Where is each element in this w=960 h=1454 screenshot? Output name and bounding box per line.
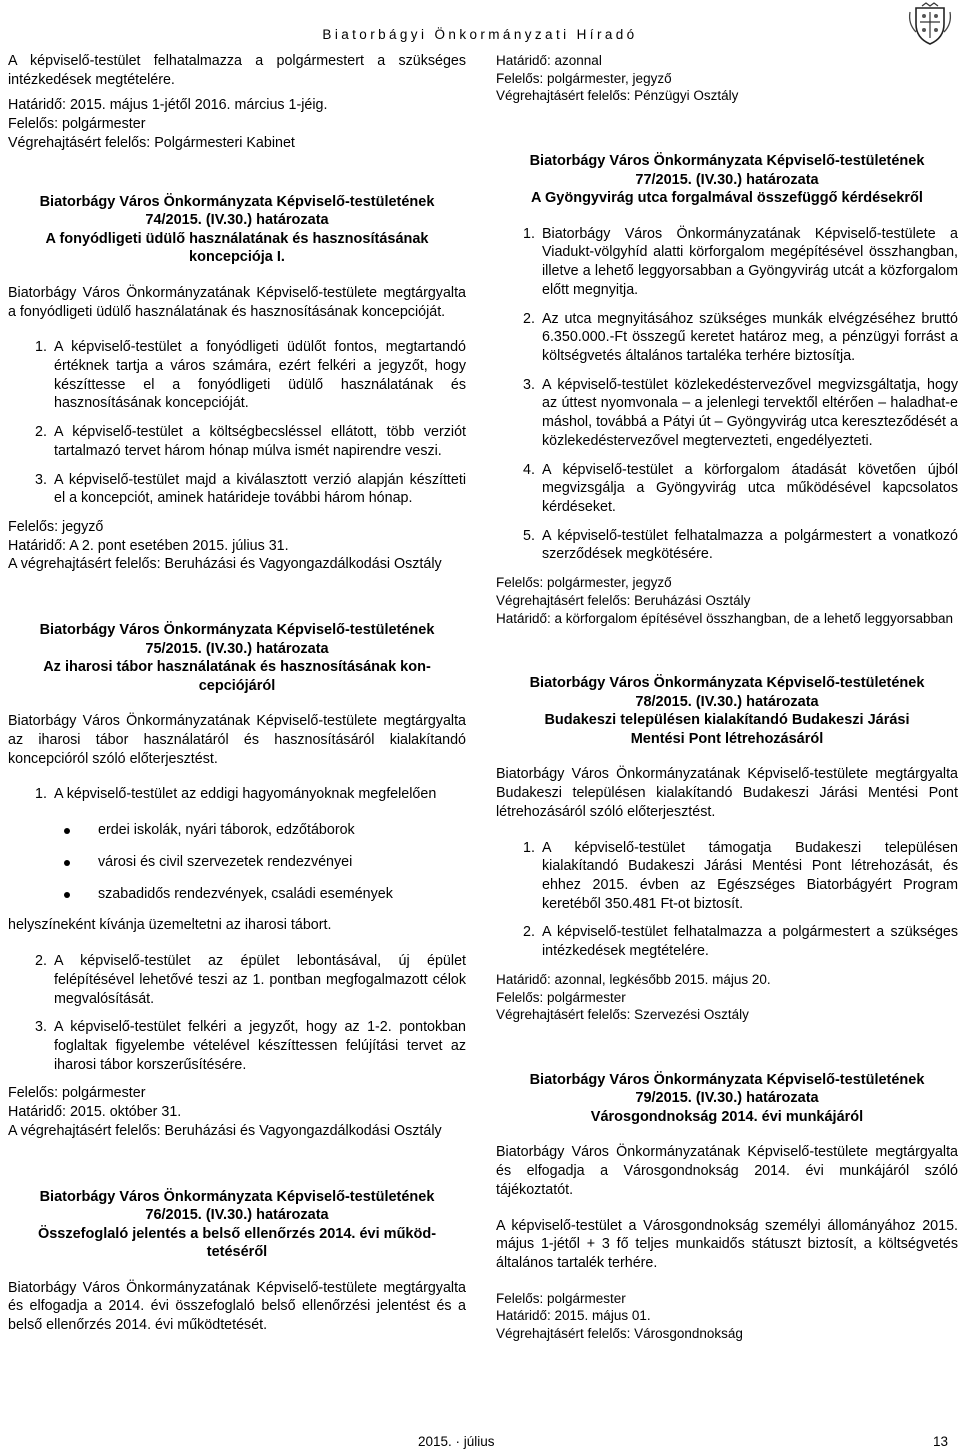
heading-line: 77/2015. (IV.30.) határozata: [635, 171, 819, 188]
meta-line: Határidő: azonnal, legkésőbb 2015. május 20.: [496, 971, 771, 987]
heading-line: 75/2015. (IV.30.) határozata: [145, 640, 329, 657]
heading-line: 78/2015. (IV.30.) határozata: [635, 693, 819, 710]
municipal-crest-icon: [906, 2, 954, 48]
footer-date: 2015. · július: [418, 1434, 495, 1449]
heading-line: A Gyöngyvirág utca forgalmával összefüggő kérdésekről: [531, 190, 923, 207]
meta-line: Határidő: 2015. október 31.: [8, 1104, 182, 1121]
resolution-74-heading: [8, 193, 466, 267]
meta-line: Felelős: polgármester: [8, 116, 146, 133]
heading-line: A fonyódligeti üdülő használatának és hasznosításának: [45, 230, 429, 247]
list-item: 1. A képviselő-testület a fonyódligeti üdülőt fontos, megtartandó értéknek tartja a város számára, ezért felkéri a jegyzőt, hogy készíttesse el a fonyódligeti üdülő használatának és hasznosításának koncepcióját.: [35, 339, 466, 412]
resolution-78-heading: [496, 674, 958, 748]
list-continuation: helyszíneként kívánja üzemeltetni az iharosi tábort.: [8, 917, 332, 934]
meta-line: Felelős: jegyző: [8, 518, 104, 535]
heading-line: cepciójáról: [198, 677, 276, 694]
meta-line: Végrehajtásért felelős: Szervezési Osztály: [496, 1007, 749, 1023]
meta-line: Felelős: polgármester, jegyző: [496, 70, 672, 86]
meta-line: Határidő: azonnal: [496, 53, 602, 68]
list-item: 1. Biatorbágy Város Önkormányzatának Képviselő-testülete a Viadukt-völgyhíd alatti körforgalom megépítésével összhangban, illetve a lehető leggyorsabban a Gyöngyvirág utcát a közforgalom előtt megnyitja.: [523, 225, 958, 298]
right-column: [496, 52, 958, 1343]
intro-paragraph: A képviselő-testület felhatalmazza a polgármestert a szükséges intézkedések megtételére.: [8, 53, 466, 88]
heading-line: koncepciója I.: [189, 249, 285, 266]
heading-line: Biatorbágy Város Önkormányzata Képviselő-testületének: [529, 153, 925, 170]
meta-line: Felelős: polgármester: [496, 989, 626, 1005]
heading-line: 76/2015. (IV.30.) határozata: [145, 1207, 329, 1224]
heading-line: Biatorbágy Város Önkormányzata Képviselő-testületének: [529, 675, 925, 692]
heading-line: Budakeszi településen kialakítandó Budakeszi Járási: [544, 712, 910, 729]
resolution-intro: Biatorbágy Város Önkormányzatának Képviselő-testülete megtárgyalta Budakeszi településen kialakítandó Budakeszi Járási Mentési Pont létrehozásáról szóló előterjesztést.: [496, 766, 958, 820]
meta-line: Felelős: polgármester: [8, 1085, 146, 1102]
heading-line: Városgondnokság 2014. évi munkájáról: [590, 1108, 864, 1125]
list-item: 4. A képviselő-testület a körforgalom átadását követően újból megvizsgálja a Gyöngyvirág utca működésével kapcsolatos kérdéseket.: [523, 461, 958, 515]
resolution-intro: Biatorbágy Város Önkormányzatának Képviselő-testülete megtárgyalta és elfogadja a 2014. évi összefoglaló belső ellenőrzési jelentést és a belső ellenőrzés 2014. évi működtetését.: [8, 1279, 466, 1334]
list-item: 5. A képviselő-testület felhatalmazza a polgármestert a vonatkozó szerződések megkötésére.: [523, 527, 958, 563]
meta-line: Határidő: A 2. pont esetében 2015. július 31.: [8, 537, 289, 554]
list-item: 2. A képviselő-testület felhatalmazza a polgármestert a szükséges intézkedések megtételére.: [523, 924, 958, 960]
meta-line: A végrehajtásért felelős: Beruházási és Vagyongazdálkodási Osztály: [8, 556, 442, 573]
list-item: 2. A képviselő-testület a költségbecsléssel ellátott, több verziót tartalmazó tervet három hónap múlva ismét napirendre veszi.: [35, 424, 466, 459]
resolution-paragraph: A képviselő-testület a Városgondnokság személyi állományához 2015. május 1-jétől + 3 fő teljes munkaidős státuszt biztosít, a költségvetés általános tartalék terhére.: [496, 1217, 958, 1272]
meta-line: Felelős: polgármester: [496, 1290, 626, 1306]
list-item: 2. A képviselő-testület az épület lebontásával, új épület felépítésével lehetővé teszi az 1. pontban megfogalmazott célok megvalósítását.: [35, 953, 466, 1007]
resolution-intro: Biatorbágy Város Önkormányzatának Képviselő-testülete megtárgyalta és elfogadja a Városgondnokság 2014. évi munkájáról szóló tájékoztatót.: [496, 1144, 958, 1198]
meta-line: Felelős: polgármester, jegyző: [496, 575, 672, 591]
list-item: 1. A képviselő-testület támogatja Budakeszi településen kialakítandó Budakeszi Járási Mentési Pont létrehozását, és ehhez 2015. évben az Egészséges Biatorbágyért Program keretéből 350.481 Ft-ot biztosít.: [523, 839, 958, 912]
heading-line: Biatorbágy Város Önkormányzata Képviselő-testületének: [529, 1071, 925, 1088]
meta-line: Végrehajtásért felelős: Pénzügyi Osztály: [496, 88, 739, 104]
bullet-item: szabadidős rendezvények, családi események: [64, 885, 466, 904]
resolution-intro: Biatorbágy Város Önkormányzatának Képviselő-testülete megtárgyalta az iharosi tábor használatáról és hasznosításáról kialakítandó koncepcióról szóló előterjesztést.: [8, 713, 466, 767]
meta-line: Végrehajtásért felelős: Városgondnokság: [496, 1326, 743, 1342]
list-item: 3. A képviselő-testület majd a kiválasztott verzió alapján készítteti el a koncepciót, aminek határideje további három hónap.: [35, 471, 466, 507]
heading-line: Az iharosi tábor használatának és hasznosításának kon-: [43, 659, 431, 676]
heading-line: Biatorbágy Város Önkormányzata Képviselő-testületének: [39, 622, 435, 639]
meta-line: Határidő: a körforgalom építésével összhangban, de a lehető leggyorsabban: [496, 610, 954, 626]
heading-line: Összefoglaló jelentés a belső ellenőrzés 2014. évi működ-: [37, 1225, 437, 1242]
meta-line: A végrehajtásért felelős: Beruházási és Vagyongazdálkodási Osztály: [8, 1122, 442, 1139]
page-number: 13: [932, 1434, 948, 1449]
heading-line: Mentési Pont létrehozásáról: [630, 730, 824, 747]
bullet-dot-icon: [64, 828, 70, 834]
meta-line: Végrehajtásért felelős: Beruházási Osztály: [496, 592, 751, 608]
list-item: 3. A képviselő-testület közlekedéstervezővel megvizsgáltatja, hogy az úttest nyomvonala – a jelenlegi tervektől eltérően – haladhat-e máshol, továbbá a Pátyi út – Gyöngyvirág utca kereszteződését a közlekedéstervezővel megtervezteti, engedélyezteti.: [523, 376, 958, 449]
list-item: 1. A képviselő-testület az eddigi hagyományoknak megfelelően: [35, 786, 437, 803]
bullet-dot-icon: [64, 892, 70, 898]
list-item: 2. Az utca megnyitásához szükséges munkák elvégzéséhez bruttó 6.350.000.-Ft összegű keretet határoz meg, a pénzügyi forrást a költségvetés általános tartaléka terhére biztosítja.: [523, 310, 958, 364]
resolution-77-heading: [496, 152, 958, 208]
list-item: 3. A képviselő-testület felkéri a jegyzőt, hogy az 1-2. pontokban foglaltak figyelembe vételével készíttessen felújítási tervet az iharosi tábor korszerűsítésére.: [35, 1019, 466, 1073]
meta-line: Határidő: 2015. május 1-jétől 2016. március 1-jéig.: [8, 97, 328, 114]
bullet-item: erdei iskolák, nyári táborok, edzőtáborok: [64, 821, 466, 840]
meta-line: Határidő: 2015. május 01.: [496, 1308, 651, 1324]
heading-line: Biatorbágy Város Önkormányzata Képviselő-testületének: [39, 193, 435, 210]
bullet-dot-icon: [64, 860, 70, 866]
resolution-76-heading: [8, 1188, 466, 1262]
heading-line: 79/2015. (IV.30.) határozata: [635, 1090, 819, 1107]
bullet-item: városi és civil szervezetek rendezvényei: [64, 853, 466, 872]
publication-title: Biatorbágyi Önkormányzati Híradó: [322, 27, 638, 42]
meta-line: Végrehajtásért felelős: Polgármesteri Kabinet: [8, 134, 295, 151]
heading-line: 74/2015. (IV.30.) határozata: [145, 212, 329, 229]
resolution-79-heading: [496, 1071, 958, 1127]
resolution-75-heading: [8, 621, 466, 695]
left-column: [8, 52, 466, 1335]
heading-line: tetéséről: [206, 1244, 268, 1261]
heading-line: Biatorbágy Város Önkormányzata Képviselő-testületének: [39, 1188, 435, 1205]
resolution-intro: Biatorbágy Város Önkormányzatának Képviselő-testülete megtárgyalta a fonyódligeti üdülő használatának és hasznosításának koncepcióját.: [8, 284, 466, 320]
